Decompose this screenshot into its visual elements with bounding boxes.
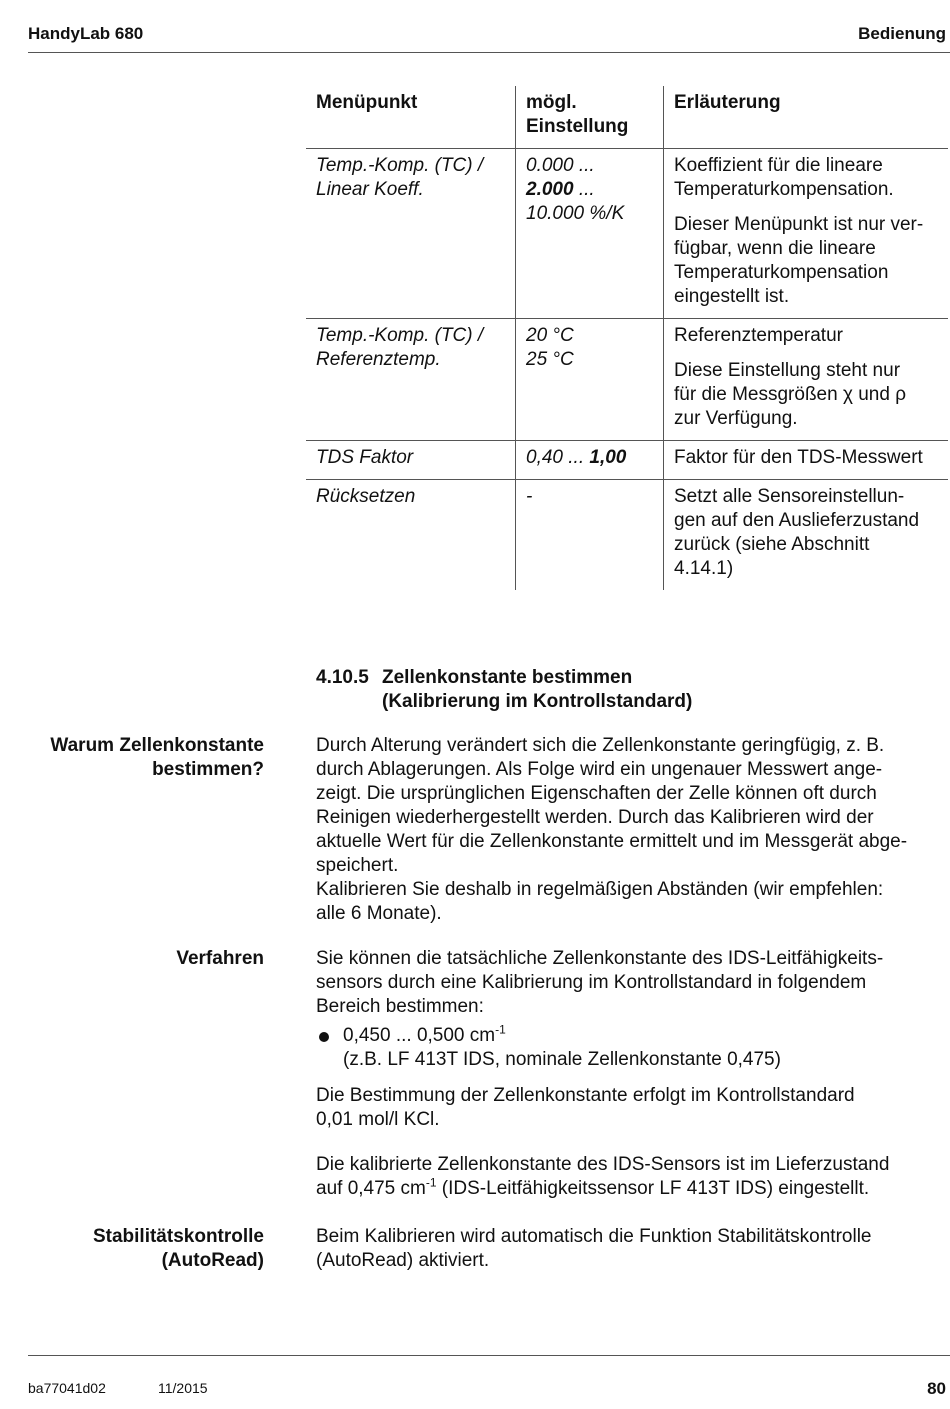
col-header-menuitem: Menüpunkt xyxy=(316,92,418,113)
stability-paragraph: Beim Kalibrieren wird automatisch die Funktion Stabilitätskontrolle (AutoRead) aktiviert. xyxy=(316,1226,872,1271)
side-heading-stability: Stabilitätskontrolle (AutoRead) xyxy=(92,1226,264,1271)
setting-cell: - xyxy=(516,480,664,591)
why-paragraph: Durch Alterung verändert sich die Zellenkonstante geringfügig, z. B. durch Ablagerungen. Als Folge wird ein ungenauer Messwert ange- zeigt. Die ursprünglichen Eigenschaften der Zelle können oft durch Reinigen wiederhergestellt werden. Durch das Kalibrieren wird der aktuelle Wert für die Zellenkonstante ermittelt und im Messgerät abge- speichert. Kalibrieren Sie deshalb in regelmäßigen Abständen (wir empfehlen: alle 6 Monate). xyxy=(316,735,908,924)
table-row xyxy=(306,149,948,319)
footer-rule xyxy=(28,1355,950,1356)
setting-cell: 0.000 ... 2.000 ... 10.000 %/K xyxy=(516,149,664,319)
section-number: 4.10.5 xyxy=(316,667,369,688)
list-item: 0,450 ... 0,500 $cm^{-1}$ (z.B. LF 413T IDS, nominale Zellenkonstante 0,475) xyxy=(316,1024,948,1072)
section-title: Zellenkonstante bestimmen xyxy=(382,667,633,688)
setting-cell: 0,40 ... 1,00 xyxy=(516,441,664,480)
menu-item-cell: TDS Faktor xyxy=(306,441,516,480)
menu-item-cell: Rücksetzen xyxy=(306,480,516,591)
section-heading xyxy=(316,666,692,714)
settings-table xyxy=(306,86,948,590)
menu-item-cell: Temp.-Komp. (TC) / Linear Koeff. xyxy=(306,149,516,319)
setting-cell: 20 °C 25 °C xyxy=(516,319,664,441)
header-chapter: Bedienung xyxy=(858,24,946,43)
explanation-cell: Referenztemperatur Diese Einstellung steht nur für die Messgrößen χ und ρ zur Verfügung. xyxy=(664,319,949,441)
explanation-cell: Setzt alle Sensoreinstellun- gen auf den Auslieferzustand zurück (siehe Abschnitt 4.14.1) xyxy=(664,480,949,591)
table-row xyxy=(306,441,948,480)
procedure-paragraph: Sie können die tatsächliche Zellenkonstante des IDS-Leitfähigkeits- sensors durch eine Kalibrierung im Kontrollstandard in folgendem Bereich bestimmen: 0,450 ... 0,500 $cm^{-1}$ (z.B. LF 413T IDS, nominale Zellenkonstante 0,475) Die Bestimmung der Zellenkonstante erfolgt im Kontrollstandard 0,01 mol/l KCl. Die kalibrierte Zellenkonstante des IDS-Sensors ist im Lieferzustand auf 0,475 $cm^{-1}$ (IDS-Leitfähigkeitssensor LF 413T IDS) eingestellt. xyxy=(316,947,948,1201)
table-row xyxy=(306,319,948,441)
table-row xyxy=(306,480,948,591)
side-heading-why: Warum Zellenkonstante bestimmen? xyxy=(50,735,264,780)
side-heading-procedure: Verfahren xyxy=(176,948,264,969)
explanation-cell: Faktor für den TDS-Messwert xyxy=(664,441,949,480)
bullet-icon xyxy=(319,1032,329,1042)
menu-item-cell: Temp.-Komp. (TC) / Referenztemp. xyxy=(306,319,516,441)
col-header-setting: mögl. Einstellung xyxy=(516,86,664,149)
header-product: HandyLab 680 xyxy=(28,24,144,43)
explanation-cell: Koeffizient für die lineare Temperaturkompensation. Dieser Menüpunkt ist nur ver- fügbar, wenn die lineare Temperaturkompensation eingestellt ist. xyxy=(664,149,949,319)
page-number: 80 xyxy=(927,1379,946,1398)
footer-doc-number: ba77041d02 xyxy=(28,1380,106,1396)
footer-date: 11/2015 xyxy=(158,1380,208,1396)
header-rule xyxy=(28,52,950,53)
col-header-explanation: Erläuterung xyxy=(674,92,781,113)
section-subtitle: (Kalibrierung im Kontrollstandard) xyxy=(382,691,693,712)
table-header-row xyxy=(306,86,948,149)
